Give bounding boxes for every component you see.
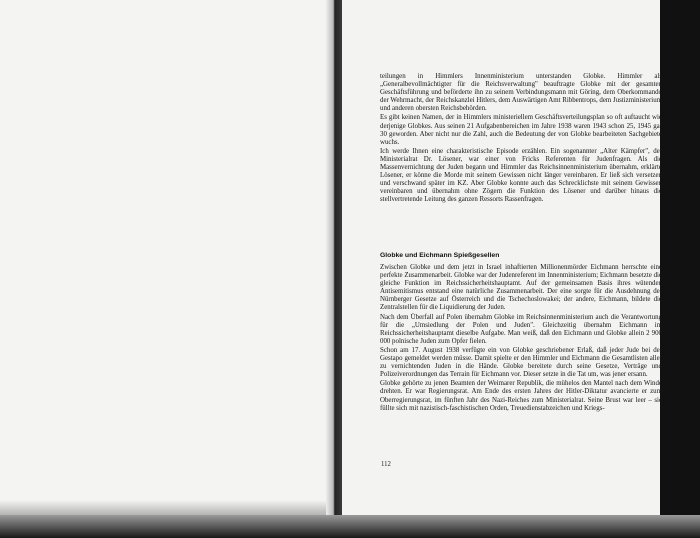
- section-heading: Globke und Eichmann Spießgesellen: [380, 252, 500, 259]
- page-number: 112: [381, 461, 391, 468]
- paragraph: Es gibt keinen Namen, der in Himmlers ministeriellem Geschäftsverteilungsplan so oft auftaucht wie derjenige Globkes. Aus seinen 21 Aufgabenbereichen im Jahre 1938 waren 1943 schon 25, 1945 gar 30 geworden. Aber nicht nur die Zahl, auch die Bedeutung der von Globke bearbeiteten Sachgebiete wuchs.: [380, 114, 662, 146]
- paragraph: Ich werde Ihnen eine charakteristische Episode erzählen. Ein sogenannter „Alter Kämpfer", der Ministerialrat Dr. Lösener, war einer von Fricks Referenten für Judenfragen. Als die Massenvernichtung der Juden begann und Himmler das Reichsinnenministerium übernahm, erklärte Lösener, er könne die Morde mit seinem Gewissen nicht länger vereinbaren. Er ließ sich versetzen und verschwand später im KZ. Aber Globke konnte auch das Schrecklichste mit seinem Gewissen vereinbaren und übernahm ohne Zögern die Funktion des Lösener und darüber hinaus die stellvertretende Leitung des ganzen Ressorts Rassenfragen.: [380, 147, 662, 204]
- paragraph: Nach dem Überfall auf Polen übernahm Globke im Reichsinnenministerium auch die Verantwortung für die „Umsiedlung der Polen und Juden". Gleichzeitig übernahm Eichmann im Reichssicherheitshauptamt dieselbe Aufgabe. Man weiß, daß den Eichmann und Globke allein 2 900 000 polnische Juden zum Opfer fielen.: [380, 313, 662, 345]
- paragraph: Schon am 17. August 1938 verfügte ein von Globke geschriebener Erlaß, daß jeder Jude bei der Gestapo gemeldet werden müsse. Damit spielte er den Himmler und Eichmann die Gesamtlisten aller zu vernichtenden Juden in die Hände. Globke bereitete durch seine Gesetze, Verträge und Polizeiverordnungen das Terrain für Eichmann vor. Dieser setzte in die Tat um, was jener ersann.: [380, 346, 662, 379]
- paragraph: teilungen in Himmlers Innenministerium unterstanden Globke. Himmler als „Generalbevollmächtigter für die Reichsverwaltung" beauftragte Globke mit der gesamten Geschäftsführung und beförderte ihn zu seinem Verbindungsmann mit Göring, dem Oberkommando der Wehrmacht, der Reichskanzlei Hitlers, dem Auswärtigen Amt Ribbentrops, dem Justizministerium und anderen obersten Reichsbehörden.: [380, 73, 662, 113]
- book-gutter: [326, 0, 342, 538]
- left-page: [0, 0, 330, 538]
- bottom-scan-shadow: [0, 515, 700, 538]
- right-page-edge: [660, 0, 700, 538]
- bottom-text-block: [380, 264, 662, 414]
- top-text-block: [380, 73, 662, 206]
- paragraph: Globke gehörte zu jenen Beamten der Weimarer Republik, die mühelos den Mantel nach dem Winde drehten. Er war Regierungsrat. Am Ende des ersten Jahres der Hitler-Diktatur avancierte er zum Oberregierungsrat, im fünften Jahr des Nazi-Reiches zum Ministerialrat. Seine Brust war leer – sie füllte sich mit nazistisch-faschistischen Orden, Treuedienstabzeichen und Kriegs-: [380, 380, 662, 412]
- paragraph: Zwischen Globke und dem jetzt in Israel inhaftierten Millionenmörder Eichmann herrschte eine perfekte Zusammenarbeit. Globke war der Judenreferent im Innenministerium; Eichmann besetzte die gleiche Funktion im Reichssicherheitshauptamt. Auf der gemeinsamen Basis ihres wütenden Antisemitismus entstand eine natürliche Zusammenarbeit. Der eine sorgte für die Ausdehnung der Nürnberger Gesetze auf Österreich und die Tschechoslowakei; der andere, Eichmann, bildete die Zentralstellen für die Liquidierung der Juden.: [380, 264, 662, 312]
